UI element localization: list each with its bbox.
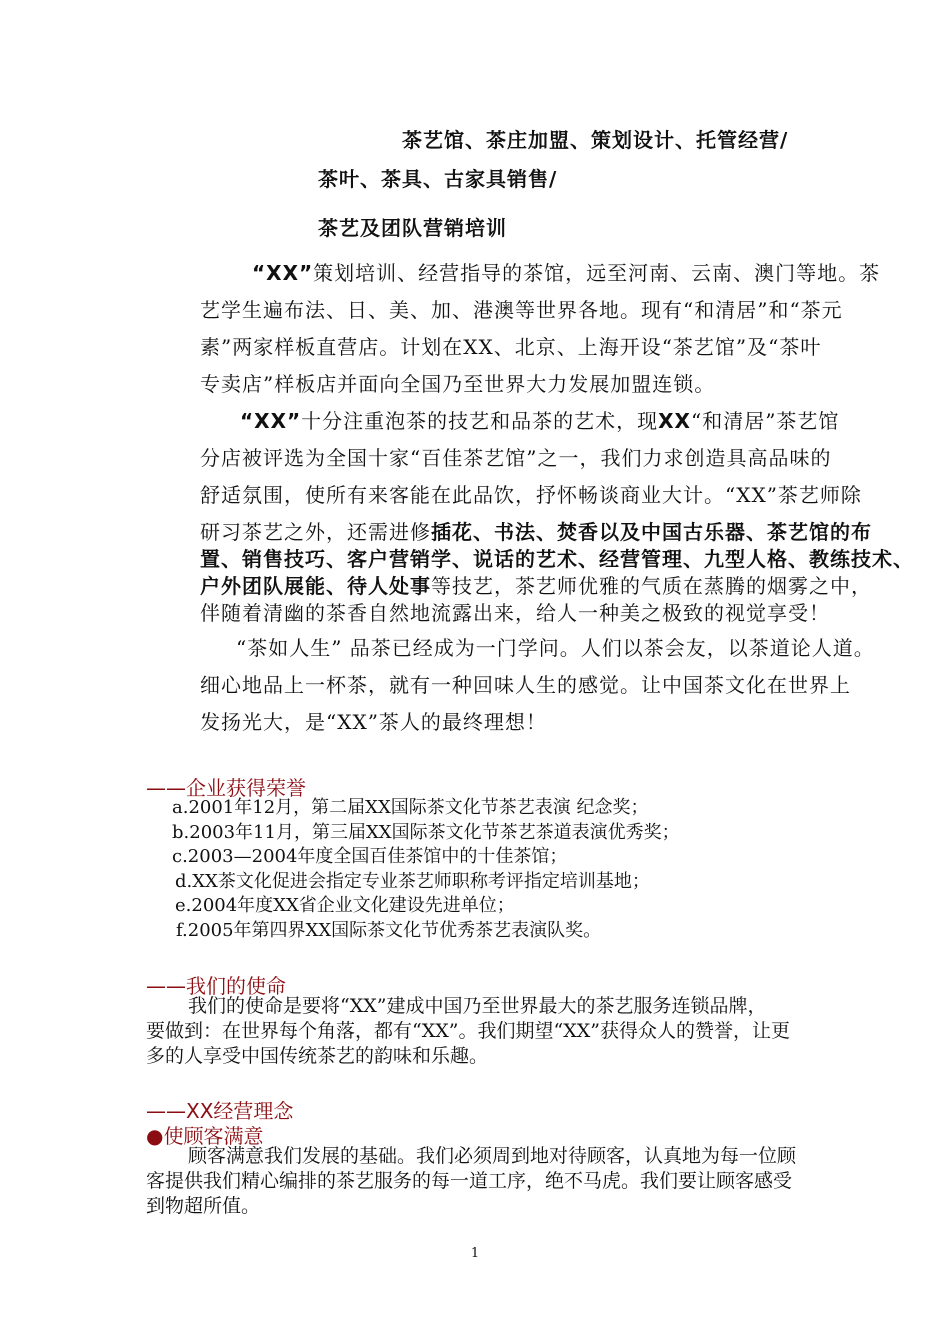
intro-paragraph-1: “XX”策划培训、经营指导的茶馆，远至河南、云南、澳门等地。茶 艺学生遍布法、日、美、加、港澳等世界各地。现有“和清居”和“茶元 素”两家样板直营店。计划在XX、北京、上海开设“茶艺馆”及“茶叶 专卖店”样板店并面向全国乃至世界大力发展加盟连锁。 [200, 261, 881, 396]
list-item: b.2003年11月，第三届XX国际茶文化节茶艺茶道表演优秀奖； [172, 821, 680, 843]
list-item: c.2003—2004年度全国百佳茶馆中的十佳茶馆； [172, 846, 568, 867]
page-number: 1 [470, 1246, 480, 1261]
philosophy-section-title: ——XX经营理念 [146, 1099, 294, 1123]
mission-paragraph: 我们的使命是要将“XX”建成中国乃至世界最大的茶艺服务连锁品牌， 要做到：在世界每个角落，都有“XX”。我们期望“XX”获得众人的赞誉，让更 多的人享受中国传统茶艺的韵味和乐趣。 [146, 995, 790, 1067]
list-item: e.2004年度XX省企业文化建设先进单位； [175, 895, 515, 916]
intro-paragraph-2-skills: 研习茶艺之外，还需进修插花、书法、焚香以及中国古乐器、茶艺馆的布 置、销售技巧、客户营销学、说话的艺术、经营管理、九型人格、教练技术、 户外团队展能、待人处事等技艺，茶艺师优雅的气质在蒸腾的烟雾之中， 伴随着清幽的茶香自然地流露出来，给人一种美之极致的视觉享受！ [200, 520, 914, 625]
honors-list [172, 796, 680, 943]
intro-paragraph-2: “XX”十分注重泡茶的技艺和品茶的艺术，现XX“和清居”茶艺馆 分店被评选为全国十家“百佳茶艺馆”之一，我们力求创造具高品味的 舒适氛围，使所有来客能在此品饮，抒怀畅谈商业大计。“XX”茶艺师除 [200, 409, 862, 507]
list-item: f.2005年第四界XX国际茶文化节优秀茶艺表演队奖。 [176, 919, 602, 941]
philosophy-subtitle: ●使顾客满意 [146, 1124, 264, 1148]
honors-section-title: ——企业获得荣誉 [146, 776, 306, 800]
brand-name: “XX” [252, 261, 314, 285]
list-item: d.XX茶文化促进会指定专业茶艺师职称考评指定培训基地； [175, 870, 650, 892]
philosophy-paragraph: 顾客满意我们发展的基础。我们必须周到地对待顾客，认真地为每一位顾 客提供我们精心编排的茶艺服务的每一道工序，绝不马虎。我们要让顾客感受 到物超所值。 [146, 1145, 797, 1217]
header-line-3: 茶艺及团队营销培训 [318, 216, 507, 240]
mission-section-title: ——我们的使命 [146, 974, 286, 998]
intro-paragraph-3: “茶如人生” 品茶已经成为一门学问。人们以茶会友，以茶道论人道。 细心地品上一杯茶，就有一种回味人生的感觉。让中国茶文化在世界上 发扬光大，是“XX”茶人的最终理想！ [200, 636, 875, 734]
header-line-1: 茶艺馆、茶庄加盟、策划设计、托管经营/ [402, 128, 789, 152]
brand-name: “XX” [240, 409, 302, 433]
list-item: a.2001年12月，第二届XX国际茶文化节茶艺表演 纪念奖； [172, 797, 649, 818]
header-line-2: 茶叶、茶具、古家具销售/ [318, 167, 558, 191]
